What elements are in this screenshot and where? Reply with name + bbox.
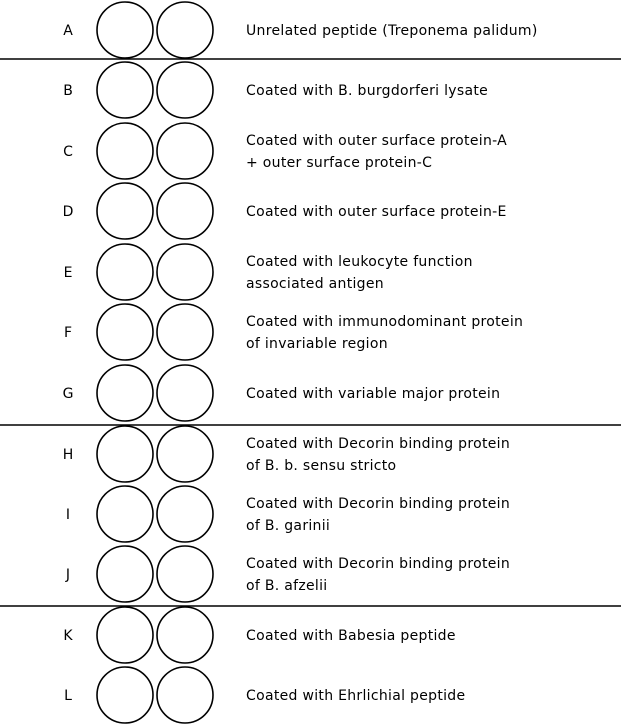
- row-h: [63, 426, 510, 482]
- well-d-2: [157, 183, 213, 239]
- row-description-f-line-1: Coated with immunodominant protein: [246, 314, 523, 330]
- row-label-i: I: [66, 507, 70, 523]
- row-description-e-line-1: Coated with leukocyte function: [246, 254, 473, 270]
- row-c: [63, 123, 507, 179]
- row-label-d: D: [63, 204, 74, 220]
- row-description-b-line-1: Coated with B. burgdorferi lysate: [246, 83, 488, 99]
- row-d: [63, 183, 507, 239]
- well-a-2: [157, 2, 213, 58]
- well-plate-diagram: [0, 0, 621, 724]
- well-i-2: [157, 486, 213, 542]
- row-label-a: A: [63, 23, 73, 39]
- well-k-2: [157, 607, 213, 663]
- row-description-i-line-1: Coated with Decorin binding protein: [246, 496, 510, 512]
- row-label-f: F: [64, 325, 72, 341]
- row-description-f-line-2: of invariable region: [246, 336, 388, 352]
- row-description-g-line-1: Coated with variable major protein: [246, 386, 500, 402]
- row-description-j-line-1: Coated with Decorin binding protein: [246, 556, 510, 572]
- row-label-g: G: [63, 386, 74, 402]
- well-plate-svg: [0, 0, 621, 724]
- row-label-b: B: [63, 83, 73, 99]
- well-c-1: [97, 123, 153, 179]
- row-description-d-line-1: Coated with outer surface protein-E: [246, 204, 507, 220]
- well-b-1: [97, 62, 153, 118]
- well-e-1: [97, 244, 153, 300]
- row-label-j: J: [65, 567, 70, 583]
- row-description-k-line-1: Coated with Babesia peptide: [246, 628, 456, 644]
- well-c-2: [157, 123, 213, 179]
- row-description-l-line-1: Coated with Ehrlichial peptide: [246, 688, 465, 704]
- row-a: [63, 2, 537, 58]
- well-f-1: [97, 304, 153, 360]
- row-description-a-line-1: Unrelated peptide (Treponema palidum): [246, 23, 538, 39]
- well-d-1: [97, 183, 153, 239]
- row-k: [63, 607, 455, 663]
- well-g-2: [157, 365, 213, 421]
- row-description-h-line-1: Coated with Decorin binding protein: [246, 436, 510, 452]
- well-a-1: [97, 2, 153, 58]
- well-j-1: [97, 546, 153, 602]
- well-k-1: [97, 607, 153, 663]
- well-l-1: [97, 667, 153, 723]
- well-i-1: [97, 486, 153, 542]
- well-h-1: [97, 426, 153, 482]
- row-description-e-line-2: associated antigen: [246, 276, 384, 292]
- well-f-2: [157, 304, 213, 360]
- well-b-2: [157, 62, 213, 118]
- well-g-1: [97, 365, 153, 421]
- row-label-l: L: [64, 688, 72, 704]
- row-label-c: C: [63, 144, 73, 160]
- row-label-h: H: [63, 447, 74, 463]
- row-f: [64, 304, 523, 360]
- row-description-c-line-1: Coated with outer surface protein-A: [246, 133, 507, 149]
- well-j-2: [157, 546, 213, 602]
- well-l-2: [157, 667, 213, 723]
- row-e: [64, 244, 473, 300]
- row-description-j-line-2: of B. afzelii: [246, 578, 328, 594]
- row-description-h-line-2: of B. b. sensu stricto: [246, 458, 396, 474]
- row-description-i-line-2: of B. garinii: [246, 518, 330, 534]
- well-h-2: [157, 426, 213, 482]
- row-label-e: E: [64, 265, 73, 281]
- row-l: [64, 667, 465, 723]
- row-b: [63, 62, 488, 118]
- row-i: [66, 486, 510, 542]
- row-g: [63, 365, 501, 421]
- row-j: [65, 546, 510, 602]
- row-description-c-line-2: + outer surface protein-C: [246, 155, 432, 171]
- well-e-2: [157, 244, 213, 300]
- row-label-k: K: [63, 628, 73, 644]
